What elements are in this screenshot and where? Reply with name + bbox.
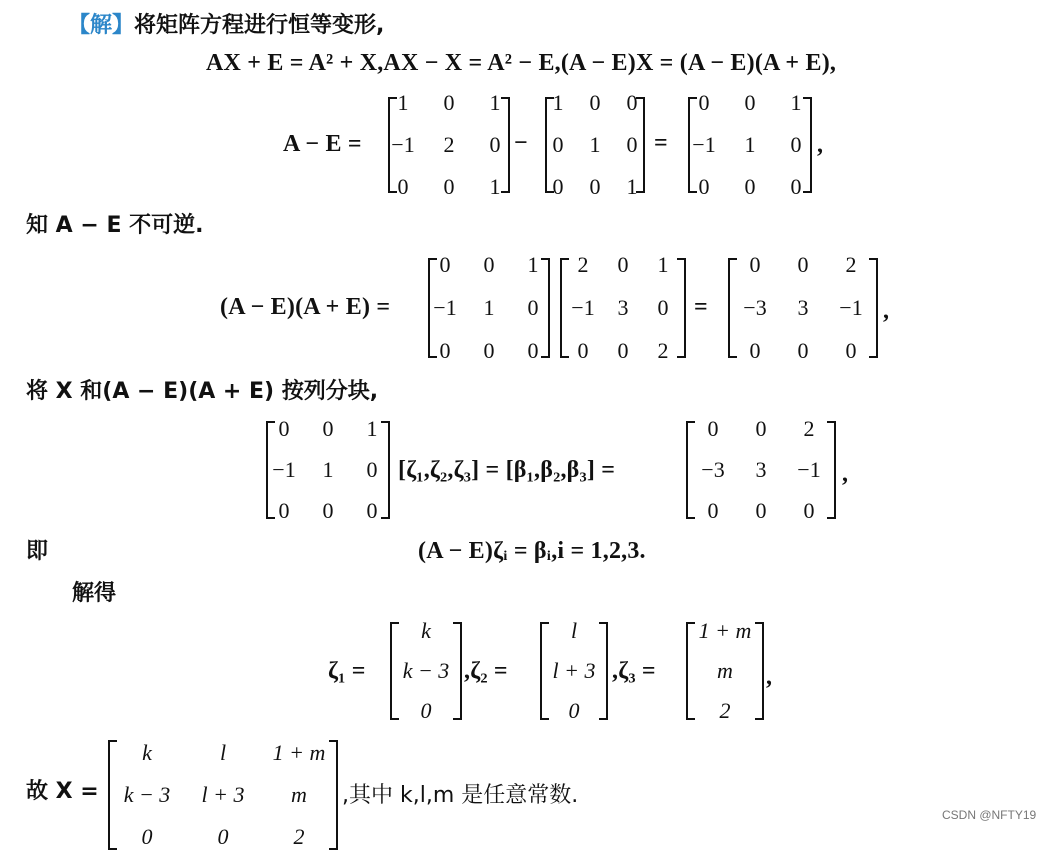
- solution-header: [68, 8, 384, 39]
- eq6-z3: ,ζ₃ =: [612, 658, 656, 684]
- solution-intro: 将矩阵方程进行恒等变形,: [134, 13, 385, 38]
- matrix-cell: 1: [527, 252, 539, 277]
- matrix-cell: 0: [657, 295, 669, 320]
- eq7-lhs: 故 X =: [26, 779, 99, 804]
- vector-zeta1: [390, 618, 462, 723]
- matrix-cell: 0: [278, 498, 290, 523]
- matrix-cell: 0: [577, 338, 589, 363]
- matrix-cell: 2: [657, 338, 669, 363]
- matrix-cell: 0: [617, 338, 629, 363]
- matrix-cell: l + 3: [552, 658, 596, 683]
- matrix-cell: 1: [322, 457, 334, 482]
- matrix-cell: 0: [483, 338, 495, 363]
- right-bracket: [755, 622, 764, 720]
- text-solve: 解得: [72, 581, 117, 606]
- matrix-cell: 2: [719, 698, 731, 723]
- matrix-cell: k: [142, 740, 152, 765]
- matrix-X: [108, 740, 338, 850]
- matrix-cell: −1: [839, 295, 863, 320]
- eq7-rhs: ,其中 k,l,m 是任意常数.: [342, 783, 579, 808]
- matrix-cell: 0: [366, 457, 378, 482]
- matrix-cell: 1: [657, 252, 669, 277]
- eq2-lhs: A − E =: [283, 131, 362, 157]
- matrix-cell: 0: [698, 174, 710, 199]
- matrix-cell: 0: [278, 416, 290, 441]
- matrix-M7: [266, 416, 390, 523]
- matrix-M3: [688, 90, 812, 199]
- left-bracket: [108, 740, 117, 850]
- equation-columns: (A − E)ζᵢ = βᵢ,i = 1,2,3.: [418, 538, 646, 564]
- matrix-cell: k − 3: [123, 782, 171, 807]
- matrix-cell: 0: [698, 90, 710, 115]
- matrix-M4: [428, 252, 550, 363]
- matrix-cell: −3: [743, 295, 767, 320]
- matrix-cell: 0: [755, 416, 767, 441]
- solution-tag: 【解】: [68, 13, 135, 38]
- matrix-cell: 1: [366, 416, 378, 441]
- matrix-cell: 0: [790, 174, 802, 199]
- matrix-cell: 3: [617, 295, 629, 320]
- matrix-cell: 1: [552, 90, 564, 115]
- matrix-M8: [686, 416, 836, 523]
- matrix-cell: m: [291, 782, 307, 807]
- matrix-cell: 2: [803, 416, 815, 441]
- matrix-M1: [388, 90, 510, 199]
- matrix-cell: 0: [845, 338, 857, 363]
- matrix-cell: 1 + m: [272, 740, 326, 765]
- matrix-cell: 0: [790, 132, 802, 157]
- matrix-cell: −1: [433, 295, 457, 320]
- matrix-cell: 0: [803, 498, 815, 523]
- matrix-cell: 1: [483, 295, 495, 320]
- matrix-cell: 1 + m: [698, 618, 752, 643]
- watermark: CSDN @NFTY19: [942, 808, 1037, 822]
- matrix-cell: −1: [797, 457, 821, 482]
- right-bracket: [329, 740, 338, 850]
- matrix-cell: 2: [293, 824, 305, 849]
- matrix-cell: 3: [755, 457, 767, 482]
- matrix-cell: 1: [790, 90, 802, 115]
- matrix-cell: 0: [397, 174, 409, 199]
- matrix-cell: l: [570, 618, 578, 643]
- matrix-cell: 0: [443, 90, 455, 115]
- matrix-cell: 0: [483, 252, 495, 277]
- matrix-cell: 1: [626, 174, 638, 199]
- equation-transform: AX + E = A² + X,AX − X = A² − E,(A − E)X = (A − E)(A + E),: [206, 50, 837, 76]
- matrix-cell: 0: [617, 252, 629, 277]
- matrix-cell: 0: [755, 498, 767, 523]
- matrix-cell: 1: [589, 132, 601, 157]
- eq3-lhs: (A − E)(A + E) =: [220, 294, 391, 320]
- matrix-cell: 0: [420, 698, 432, 723]
- eq2-equals: =: [654, 130, 668, 156]
- left-bracket: [686, 622, 695, 720]
- matrix-cell: 0: [749, 338, 761, 363]
- eq6-z2: ,ζ₂ =: [464, 658, 508, 684]
- matrix-cell: 0: [527, 338, 539, 363]
- eq3-comma: ,: [883, 298, 889, 324]
- matrix-cell: 0: [797, 252, 809, 277]
- matrix-cell: 0: [707, 498, 719, 523]
- matrix-cell: l + 3: [201, 782, 245, 807]
- matrix-cell: 0: [552, 174, 564, 199]
- eq6-comma: ,: [766, 664, 772, 690]
- matrix-M5: [560, 252, 686, 363]
- matrix-cell: k − 3: [402, 658, 450, 683]
- eq4-middle: [ζ₁,ζ₂,ζ₃] = [β₁,β₂,β₃] =: [398, 457, 616, 483]
- text-column-blocks: 将 X 和(A − E)(A + E) 按列分块,: [26, 379, 379, 404]
- matrix-cell: 3: [797, 295, 809, 320]
- matrix-cell: 1: [489, 90, 501, 115]
- matrix-M2: [545, 90, 645, 199]
- eq6-z1: ζ₁ =: [328, 658, 366, 684]
- matrix-cell: −1: [692, 132, 716, 157]
- matrix-cell: −1: [571, 295, 595, 320]
- text-namely: 即: [26, 539, 49, 564]
- matrix-cell: −1: [272, 457, 296, 482]
- matrix-cell: 2: [443, 132, 455, 157]
- matrix-cell: −1: [391, 132, 415, 157]
- matrix-cell: 0: [322, 416, 334, 441]
- matrix-cell: 0: [589, 90, 601, 115]
- eq2-minus: −: [514, 130, 528, 156]
- matrix-cell: l: [219, 740, 227, 765]
- matrix-cell: 0: [626, 132, 638, 157]
- right-bracket: [453, 622, 462, 720]
- matrix-cell: 1: [397, 90, 409, 115]
- matrix-cell: 0: [744, 90, 756, 115]
- matrix-cell: 0: [707, 416, 719, 441]
- matrix-cell: 0: [366, 498, 378, 523]
- matrix-cell: 0: [141, 824, 153, 849]
- eq4-comma: ,: [842, 461, 848, 487]
- matrix-cell: 0: [589, 174, 601, 199]
- matrix-cell: 0: [439, 252, 451, 277]
- matrix-cell: 0: [439, 338, 451, 363]
- matrix-cell: 2: [577, 252, 589, 277]
- matrix-cell: 0: [217, 824, 229, 849]
- text-not-invertible: 知 A − E 不可逆.: [26, 213, 204, 238]
- matrix-cell: 0: [626, 90, 638, 115]
- matrix-cell: 0: [552, 132, 564, 157]
- matrix-cell: 0: [443, 174, 455, 199]
- vector-zeta2: [540, 618, 608, 723]
- matrix-cell: 1: [744, 132, 756, 157]
- matrix-cell: 0: [749, 252, 761, 277]
- matrix-cell: m: [717, 658, 733, 683]
- eq2-comma: ,: [817, 132, 823, 158]
- matrix-cell: 0: [744, 174, 756, 199]
- matrix-M6: [728, 252, 878, 363]
- vector-zeta3: [686, 618, 764, 723]
- matrix-cell: 0: [527, 295, 539, 320]
- matrix-cell: 0: [489, 132, 501, 157]
- matrix-cell: 1: [489, 174, 501, 199]
- matrix-cell: 0: [797, 338, 809, 363]
- matrix-cell: 2: [845, 252, 857, 277]
- matrix-cell: −3: [701, 457, 725, 482]
- matrix-cell: 0: [322, 498, 334, 523]
- eq3-equals: =: [694, 294, 708, 320]
- matrix-cell: k: [421, 618, 431, 643]
- matrix-cell: 0: [568, 698, 580, 723]
